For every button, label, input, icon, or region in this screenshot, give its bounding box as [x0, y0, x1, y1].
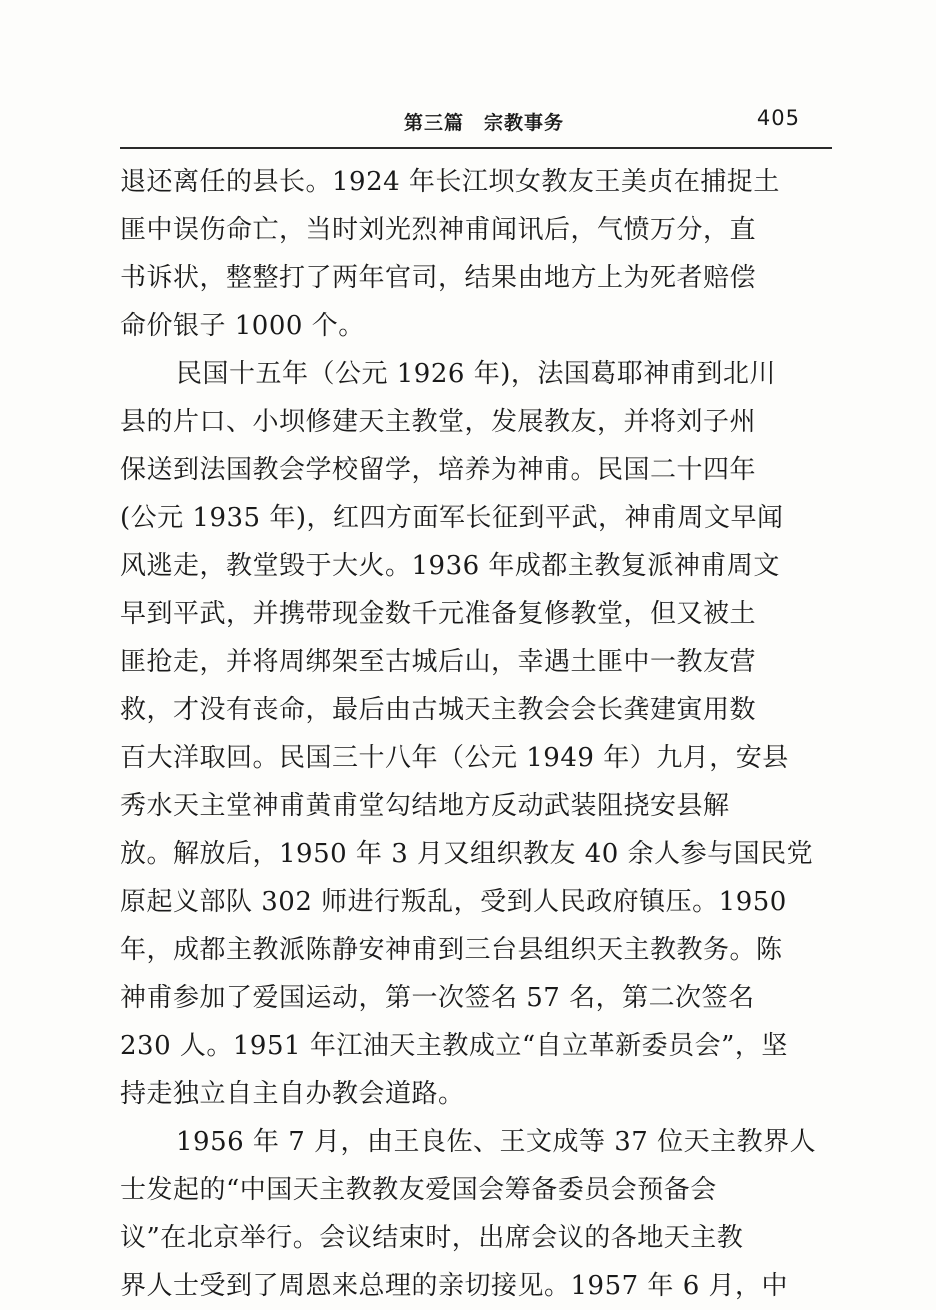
text-line: 放。解放后，1950 年 3 月又组织教友 40 余人参与国民党: [120, 839, 814, 869]
text-line: 原起义部队 302 师进行叛乱，受到人民政府镇压。1950: [120, 887, 787, 917]
text-line: (公元 1935 年)，红四方面军长征到平武，神甫周文早闻: [120, 503, 784, 533]
paragraph: [120, 1118, 832, 1310]
text-line: 神甫参加了爱国运动，第一次签名 57 名，第二次签名: [120, 983, 755, 1013]
text-line: 早到平武，并携带现金数千元准备复修教堂，但又被土: [120, 599, 757, 629]
body-text: [120, 158, 832, 1310]
header-rule: [120, 147, 832, 149]
text-line: 退还离任的县长。1924 年长江坝女教友王美贞在捕捉土: [120, 167, 780, 197]
text-line: 命价银子 1000 个。: [120, 311, 365, 341]
running-head: [118, 104, 830, 138]
text-line: 持走独立自主自办教会道路。: [120, 1079, 465, 1109]
text-line: 民国十五年（公元 1926 年)，法国葛耶神甫到北川: [176, 359, 776, 389]
text-line: 匪抢走，并将周绑架至古城后山，幸遇土匪中一教友营: [120, 647, 757, 677]
text-line: 匪中误伤命亡，当时刘光烈神甫闻讯后，气愤万分，直: [120, 215, 757, 245]
text-line: 书诉状，整整打了两年官司，结果由地方上为死者赔偿: [120, 263, 757, 293]
page-number: 405: [756, 106, 800, 130]
text-line: 百大洋取回。民国三十八年（公元 1949 年）九月，安县: [120, 743, 789, 773]
text-line: 救，才没有丧命，最后由古城天主教会会长龚建寅用数: [120, 695, 757, 725]
text-line: 230 人。1951 年江油天主教成立“自立革新委员会”，坚: [120, 1031, 788, 1061]
text-line: 年，成都主教派陈静安神甫到三台县组织天主教教务。陈: [120, 935, 783, 965]
text-line: 县的片口、小坝修建天主教堂，发展教友，并将刘子州: [120, 407, 757, 437]
text-line: 保送到法国教会学校留学，培养为神甫。民国二十四年: [120, 455, 757, 485]
paragraph: [120, 350, 832, 1118]
text-line: 秀水天主堂神甫黄甫堂勾结地方反动武装阻挠安县解: [120, 791, 730, 821]
chapter-title: 第三篇 宗教事务: [404, 112, 565, 134]
text-line: 1956 年 7 月，由王良佐、王文成等 37 位天主教界人: [176, 1127, 817, 1157]
text-line: 士发起的“中国天主教教友爱国会筹备委员会预备会: [120, 1175, 717, 1205]
text-line: 议”在北京举行。会议结束时，出席会议的各地天主教: [120, 1223, 744, 1253]
paragraph: [120, 158, 832, 350]
text-line: 风逃走，教堂毁于大火。1936 年成都主教复派神甫周文: [120, 551, 780, 581]
text-line: 界人士受到了周恩来总理的亲切接见。1957 年 6 月，中: [120, 1271, 789, 1301]
